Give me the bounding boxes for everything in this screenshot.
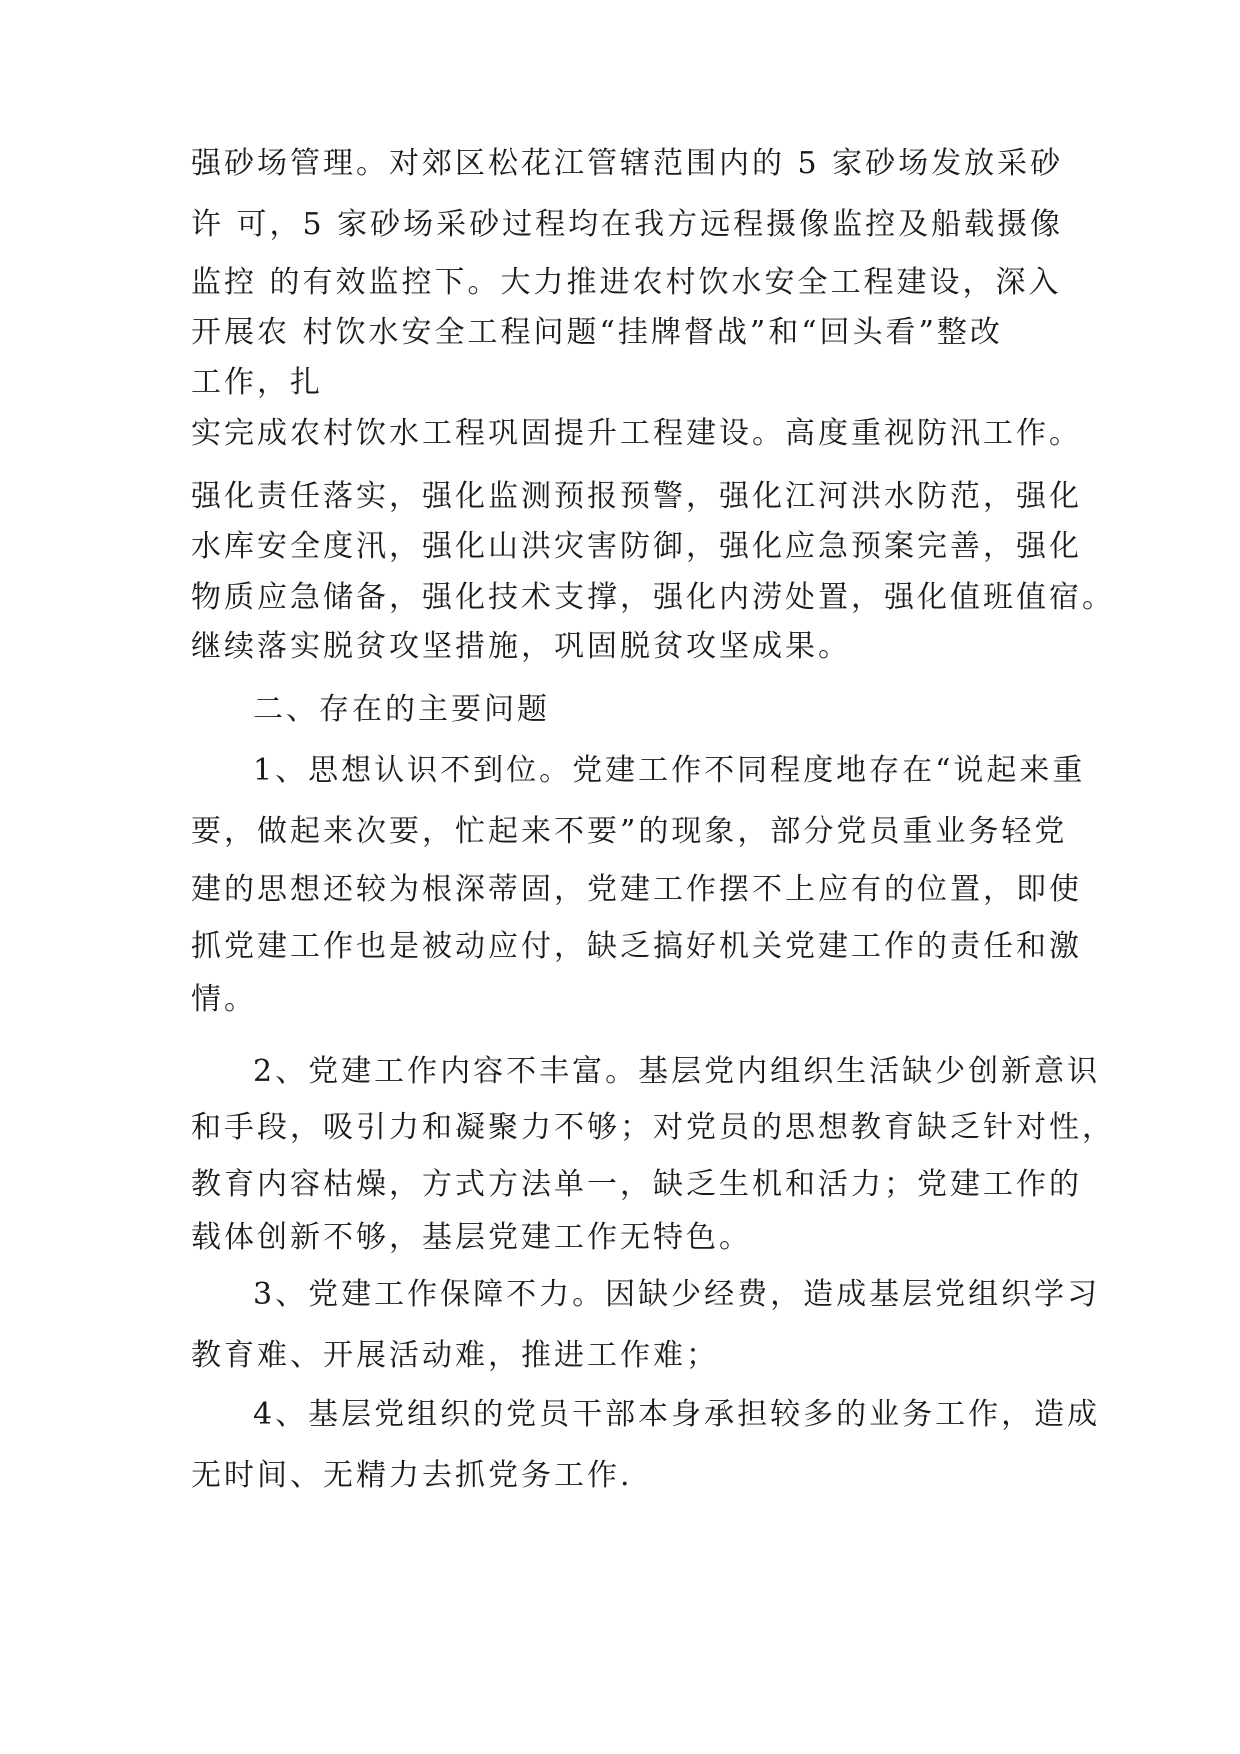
text-line: 教育内容枯燥，方式方法单一，缺乏生机和活力；党建工作的 [191, 1167, 1082, 1202]
text-line: 和手段，吸引力和凝聚力不够；对党员的思想教育缺乏针对性， [191, 1110, 1115, 1145]
text-line: 无时间、无精力去抓党务工作. [191, 1458, 633, 1493]
text-line: 抓党建工作也是被动应付，缺乏搞好机关党建工作的责任和激 [191, 929, 1082, 964]
text-line: 实完成农村饮水工程巩固提升工程建设。高度重视防汛工作。 [191, 416, 1082, 451]
text-line: 监控 的有效监控下。大力推进农村饮水安全工程建设，深入 [191, 265, 1062, 300]
text-line: 4、基层党组织的党员干部本身承担较多的业务工作，造成 [253, 1397, 1101, 1432]
text-line: 工作，扎 [191, 365, 323, 400]
text-line: 建的思想还较为根深蒂固，党建工作摆不上应有的位置，即使 [191, 872, 1082, 907]
text-line: 水库安全度汛，强化山洪灾害防御，强化应急预案完善，强化 [191, 529, 1082, 564]
section-heading: 二、存在的主要问题 [253, 692, 550, 727]
text-line: 继续落实脱贫攻坚措施，巩固脱贫攻坚成果。 [191, 629, 851, 664]
text-line: 2、党建工作内容不丰富。基层党内组织生活缺少创新意识 [253, 1054, 1101, 1089]
text-line: 1、思想认识不到位。党建工作不同程度地存在“说起来重 [253, 753, 1086, 788]
text-line: 强砂场管理。对郊区松花江管辖范围内的 5 家砂场发放采砂 [191, 146, 1064, 181]
text-line: 3、党建工作保障不力。因缺少经费，造成基层党组织学习 [253, 1277, 1101, 1312]
text-line: 载体创新不够，基层党建工作无特色。 [191, 1220, 752, 1255]
text-line: 许 可，5 家砂场采砂过程均在我方远程摄像监控及船载摄像 [191, 207, 1064, 242]
text-line: 要，做起来次要，忙起来不要”的现象，部分党员重业务轻党 [191, 814, 1068, 849]
text-line: 教育难、开展活动难，推进工作难； [191, 1338, 719, 1373]
text-line: 开展农 村饮水安全工程问题“挂牌督战”和“回头看”整改 [191, 315, 1003, 350]
text-line: 物质应急储备，强化技术支撑，强化内涝处置，强化值班值宿。 [191, 580, 1115, 615]
text-line: 情。 [191, 982, 257, 1017]
text-line: 强化责任落实，强化监测预报预警，强化江河洪水防范，强化 [191, 479, 1082, 514]
